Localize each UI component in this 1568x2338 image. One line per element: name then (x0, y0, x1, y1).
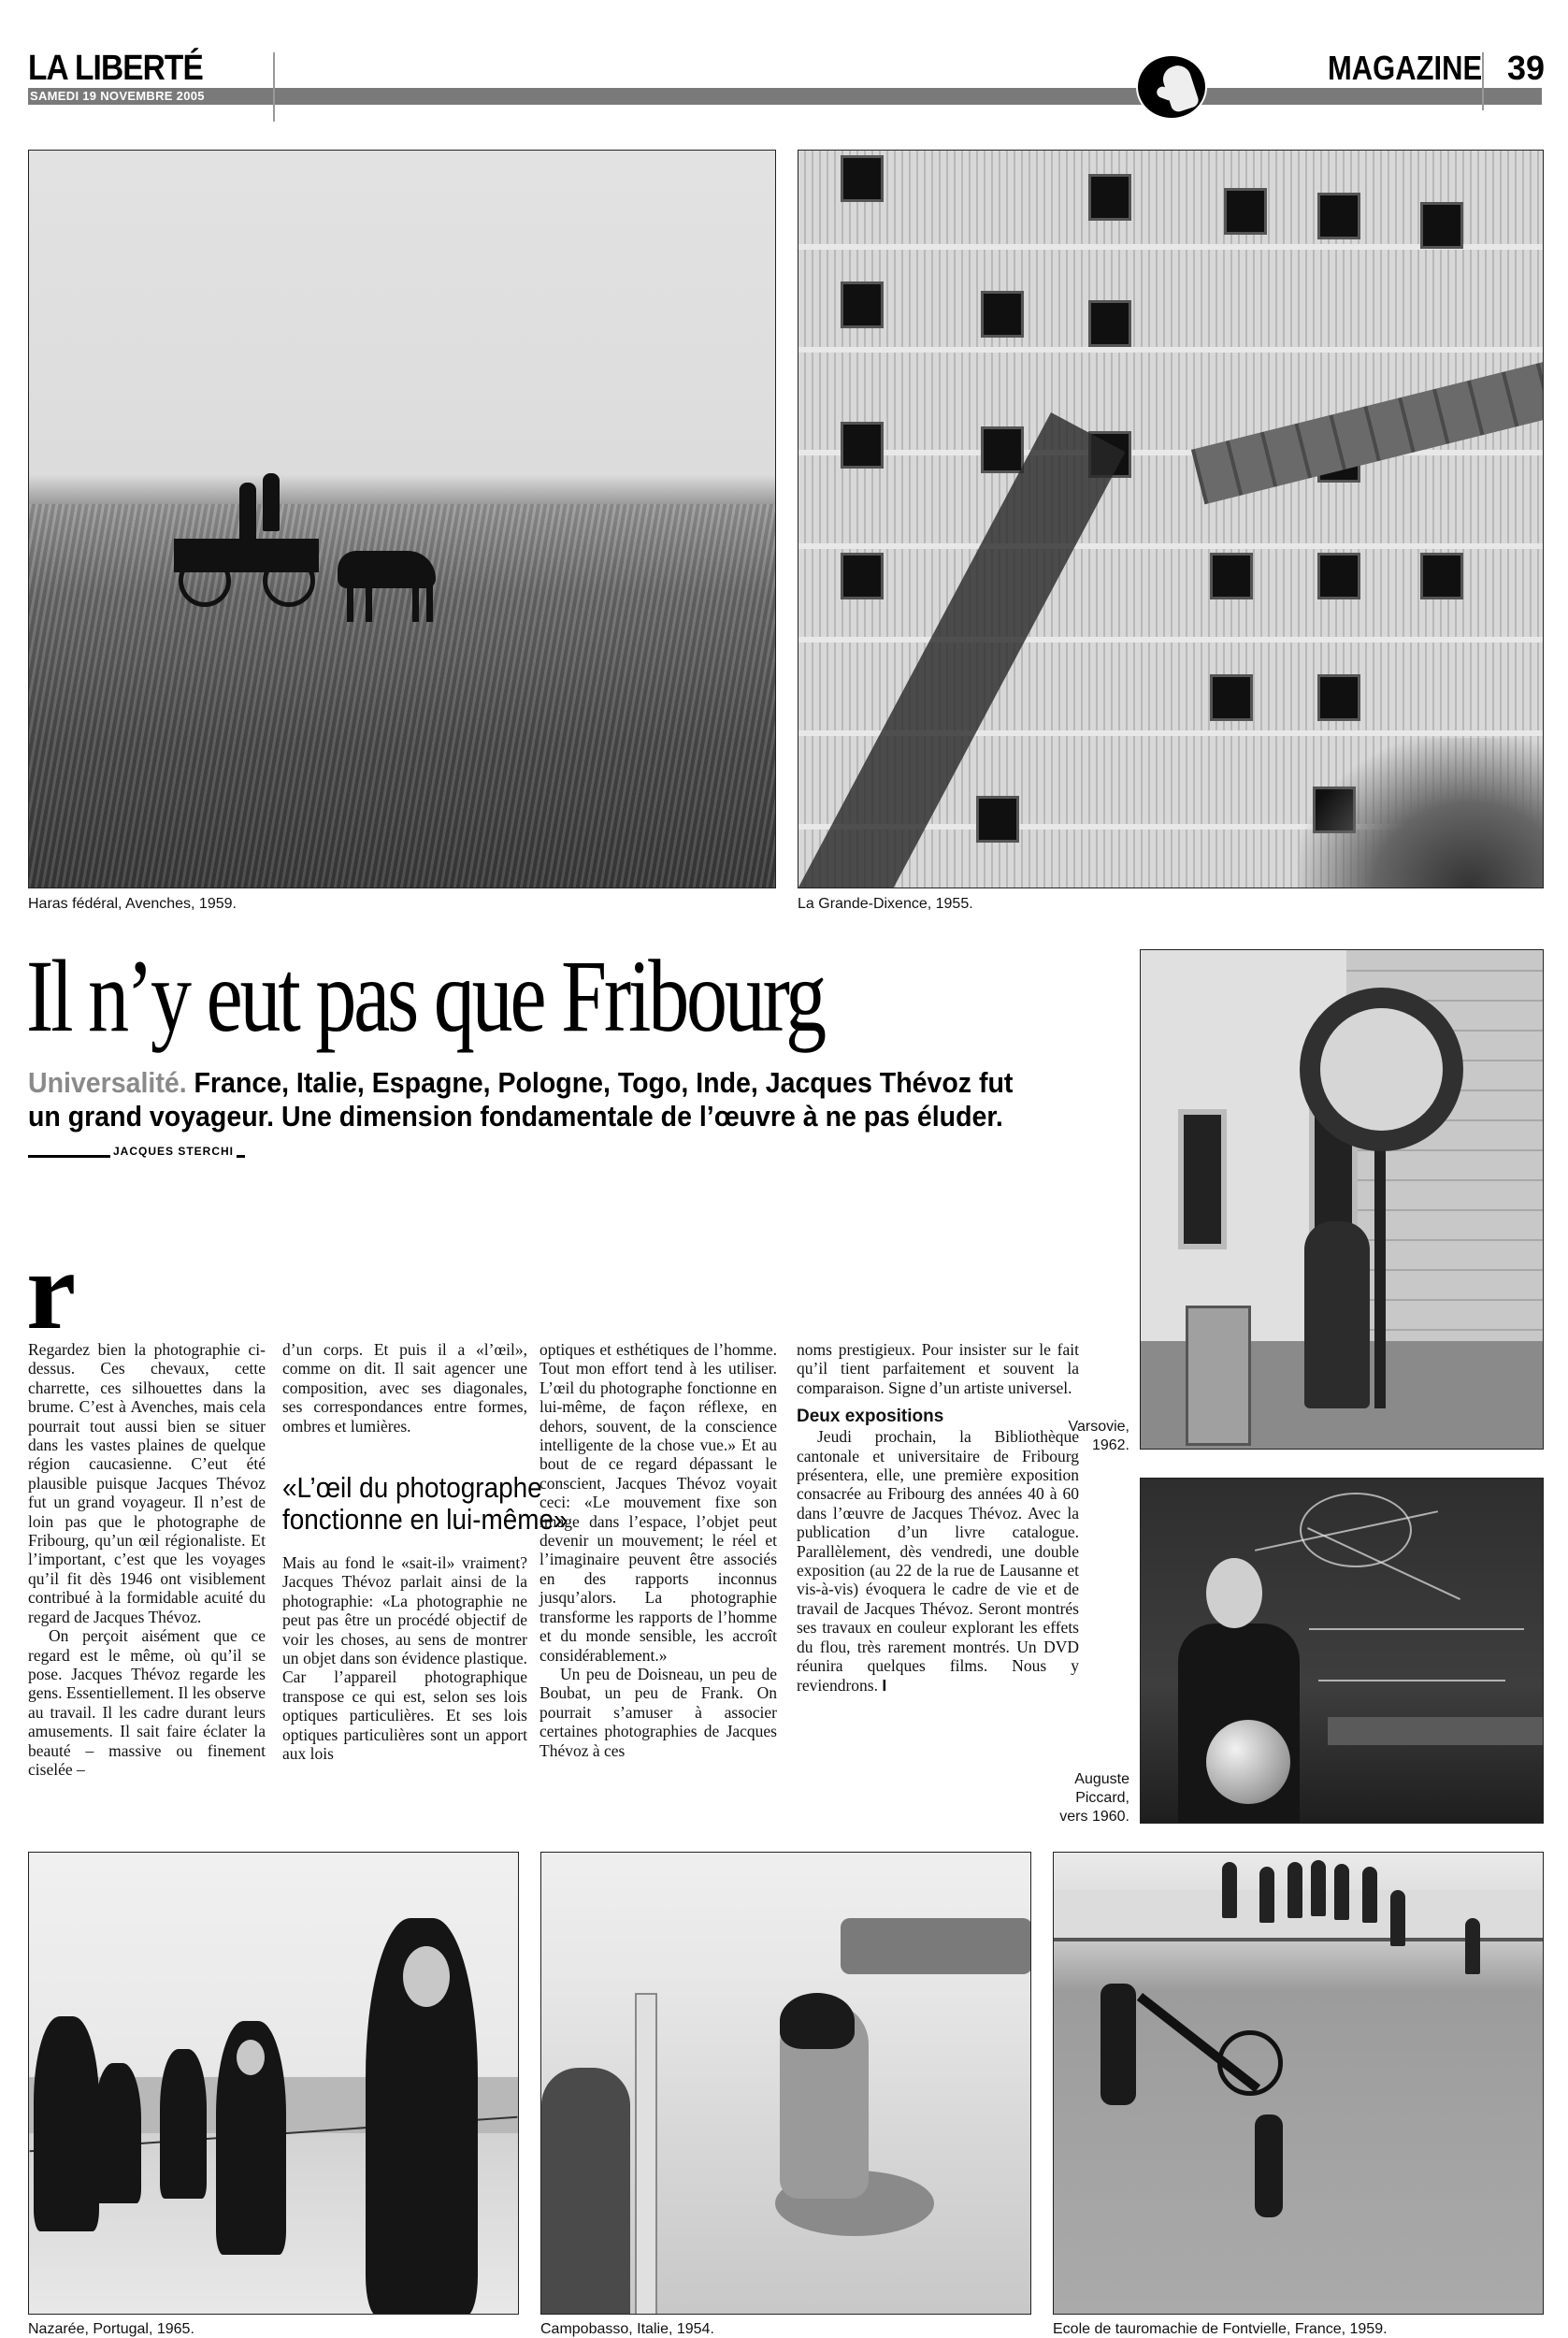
photo-campobasso (540, 1852, 1031, 2315)
caption-fontvielle: Ecole de tauromachie de Fontvielle, France, 1959. (1053, 2321, 1388, 2337)
subhead-deux-expositions: Deux expositions (797, 1407, 944, 1427)
photo-haras-federal (28, 150, 776, 888)
caption-campobasso: Campobasso, Italie, 1954. (540, 2321, 714, 2337)
photo-fontvielle (1053, 1852, 1544, 2315)
body-column-3 (539, 1340, 777, 1760)
article-deck (28, 1066, 1026, 1133)
hand-logo-icon (1136, 54, 1207, 120)
issue-date: SAMEDI 19 NOVEMBRE 2005 (28, 88, 273, 105)
body-column-2 (282, 1340, 527, 1764)
byline: JACQUES STERCHI (110, 1145, 237, 1158)
caption-haras: Haras fédéral, Avenches, 1959. (28, 896, 237, 912)
header-band (275, 88, 1542, 105)
body-column-1 (28, 1340, 266, 1779)
col4-paragraph-1: noms prestigieux. Pour insister sur le fait qu’il tient parfaitement et souvent la comparaison. Signe d’un artiste universel. (797, 1340, 1079, 1397)
caption-piccard-line-1: Auguste (1074, 1771, 1129, 1787)
col1-paragraph-2: On perçoit aisément que ce regard est le même, où qu’il se pose. Jacques Thévoz regarde les gens. Essentiellement. Il les observe au travail. Il les cadre durant leurs amusements. Il sait faire éclater la beauté – massive ou finement ciselée – (28, 1626, 266, 1779)
caption-piccard (1029, 1770, 1129, 1826)
end-mark: I (882, 1675, 887, 1695)
header-divider-right (1482, 52, 1484, 110)
col4-paragraph-2-text: Jeudi prochain, la Bibliothèque cantonale et universitaire de Fribourg présentera, elle, une première exposition consacrée au Fribourg des années 40 à 60 dans l’œuvre de Jacques Thévoz. Avec la publication d’un livre catalogue. Parallèlement, dès vendredi, une double exposition (au 22 de la rue de Lausanne et vis-à-vis) évoquera le cadre de vie et de travail de Jacques Thévoz. Seront montrés ses travaux en couleur explorant les effets du flou, très rarement montrés. Un DVD réunira quelques films. Nous y reviendrons. (797, 1427, 1079, 1695)
drop-cap: r (26, 1228, 77, 1352)
deck-line-1: France, Italie, Espagne, Pologne, Togo, Inde, Jacques Thévoz fut (194, 1066, 1014, 1099)
col2-paragraph-2: Mais au fond le «sait-il» vraiment? Jacques Thévoz parlait ainsi de la photographie: «La photographie ne peut pas être un procédé objectif de voir les choses, au sens de montrer un objet dans son évidence plastique. Car l’appareil photographique transpose ce qui est, selon ses lois optiques particulières. Et ses lois optiques particulières sont un apport aux lois (282, 1553, 527, 1764)
body-column-4 (797, 1340, 1079, 1695)
caption-varsovie-line-2: 1962. (1091, 1437, 1129, 1453)
pull-quote: «L’œil du photographe fonctionne en lui-même» (282, 1471, 568, 1536)
col3-paragraph-1: optiques et esthétiques de l’homme. Tout mon effort tend à les utiliser. L’œil du photographe fonctionne en lui-même, de façon réflexe, en dehors, souvent, de la conscience intelligente de la chose vue.» Et au bout de ce regard dépassant le conscient, Jacques Thévoz voyait ceci: «Le mouvement fixe son image dans l’espace, l’objet peut devenir un mouvement; le réel et l’imaginaire peuvent être associés en des rapports inconnus jusqu’alors. La photographie transforme les rapports de l’homme et du monde sensible, les accroît considérablement.» (539, 1340, 777, 1665)
caption-nazaree: Nazarée, Portugal, 1965. (28, 2321, 194, 2337)
caption-piccard-line-2: Piccard, (1075, 1790, 1129, 1806)
col4-paragraph-2 (797, 1427, 1079, 1695)
header-divider (273, 52, 275, 122)
page-number: 39 (1507, 49, 1546, 87)
caption-piccard-line-3: vers 1960. (1059, 1809, 1129, 1825)
col1-paragraph-1: Regardez bien la photographie ci-dessus. Ces chevaux, cette charrette, ces silhouettes dans la brume. C’est à Avenches, mais cela pourrait tout aussi bien se situer dans les vastes plaines de quelque région caucasienne. C’eut été plausible puisque Jacques Thévoz fut un grand voyageur. Il n’est de loin pas que le photographe de Fribourg, qu’un œil régionaliste. Et l’important, c’est que les voyages qu’il fit dès 1946 ont visiblement contribué à la formidable acuité du regard de Jacques Thévoz. (28, 1340, 266, 1626)
photo-auguste-piccard (1140, 1478, 1544, 1824)
photo-nazaree (28, 1852, 519, 2315)
deck-line-2: un grand voyageur. Une dimension fondamentale de l’œuvre à ne pas éluder. (28, 1100, 1003, 1133)
deck-kicker: Universalité. (28, 1066, 187, 1099)
col3-paragraph-2: Un peu de Doisneau, un peu de Boubat, un peu de Frank. On pourrait s’amuser à associer certaines photographies de Jacques Thévoz à ces (539, 1664, 777, 1760)
photo-varsovie (1140, 949, 1544, 1450)
photo-grande-dixence (798, 150, 1544, 888)
section-name: MAGAZINE (1328, 49, 1483, 87)
col2-paragraph-1: d’un corps. Et puis il a «l’œil», comme on dit. Il sait agencer une composition, avec ses diagonales, ses correspondances entre formes, ombres et lumières. (282, 1340, 527, 1436)
caption-varsovie-line-1: Varsovie, (1068, 1419, 1129, 1435)
caption-dixence: La Grande-Dixence, 1955. (798, 896, 973, 912)
newspaper-title: LA LIBERTÉ (28, 49, 203, 88)
article-headline: Il n’y eut pas que Fribourg (26, 939, 824, 1053)
